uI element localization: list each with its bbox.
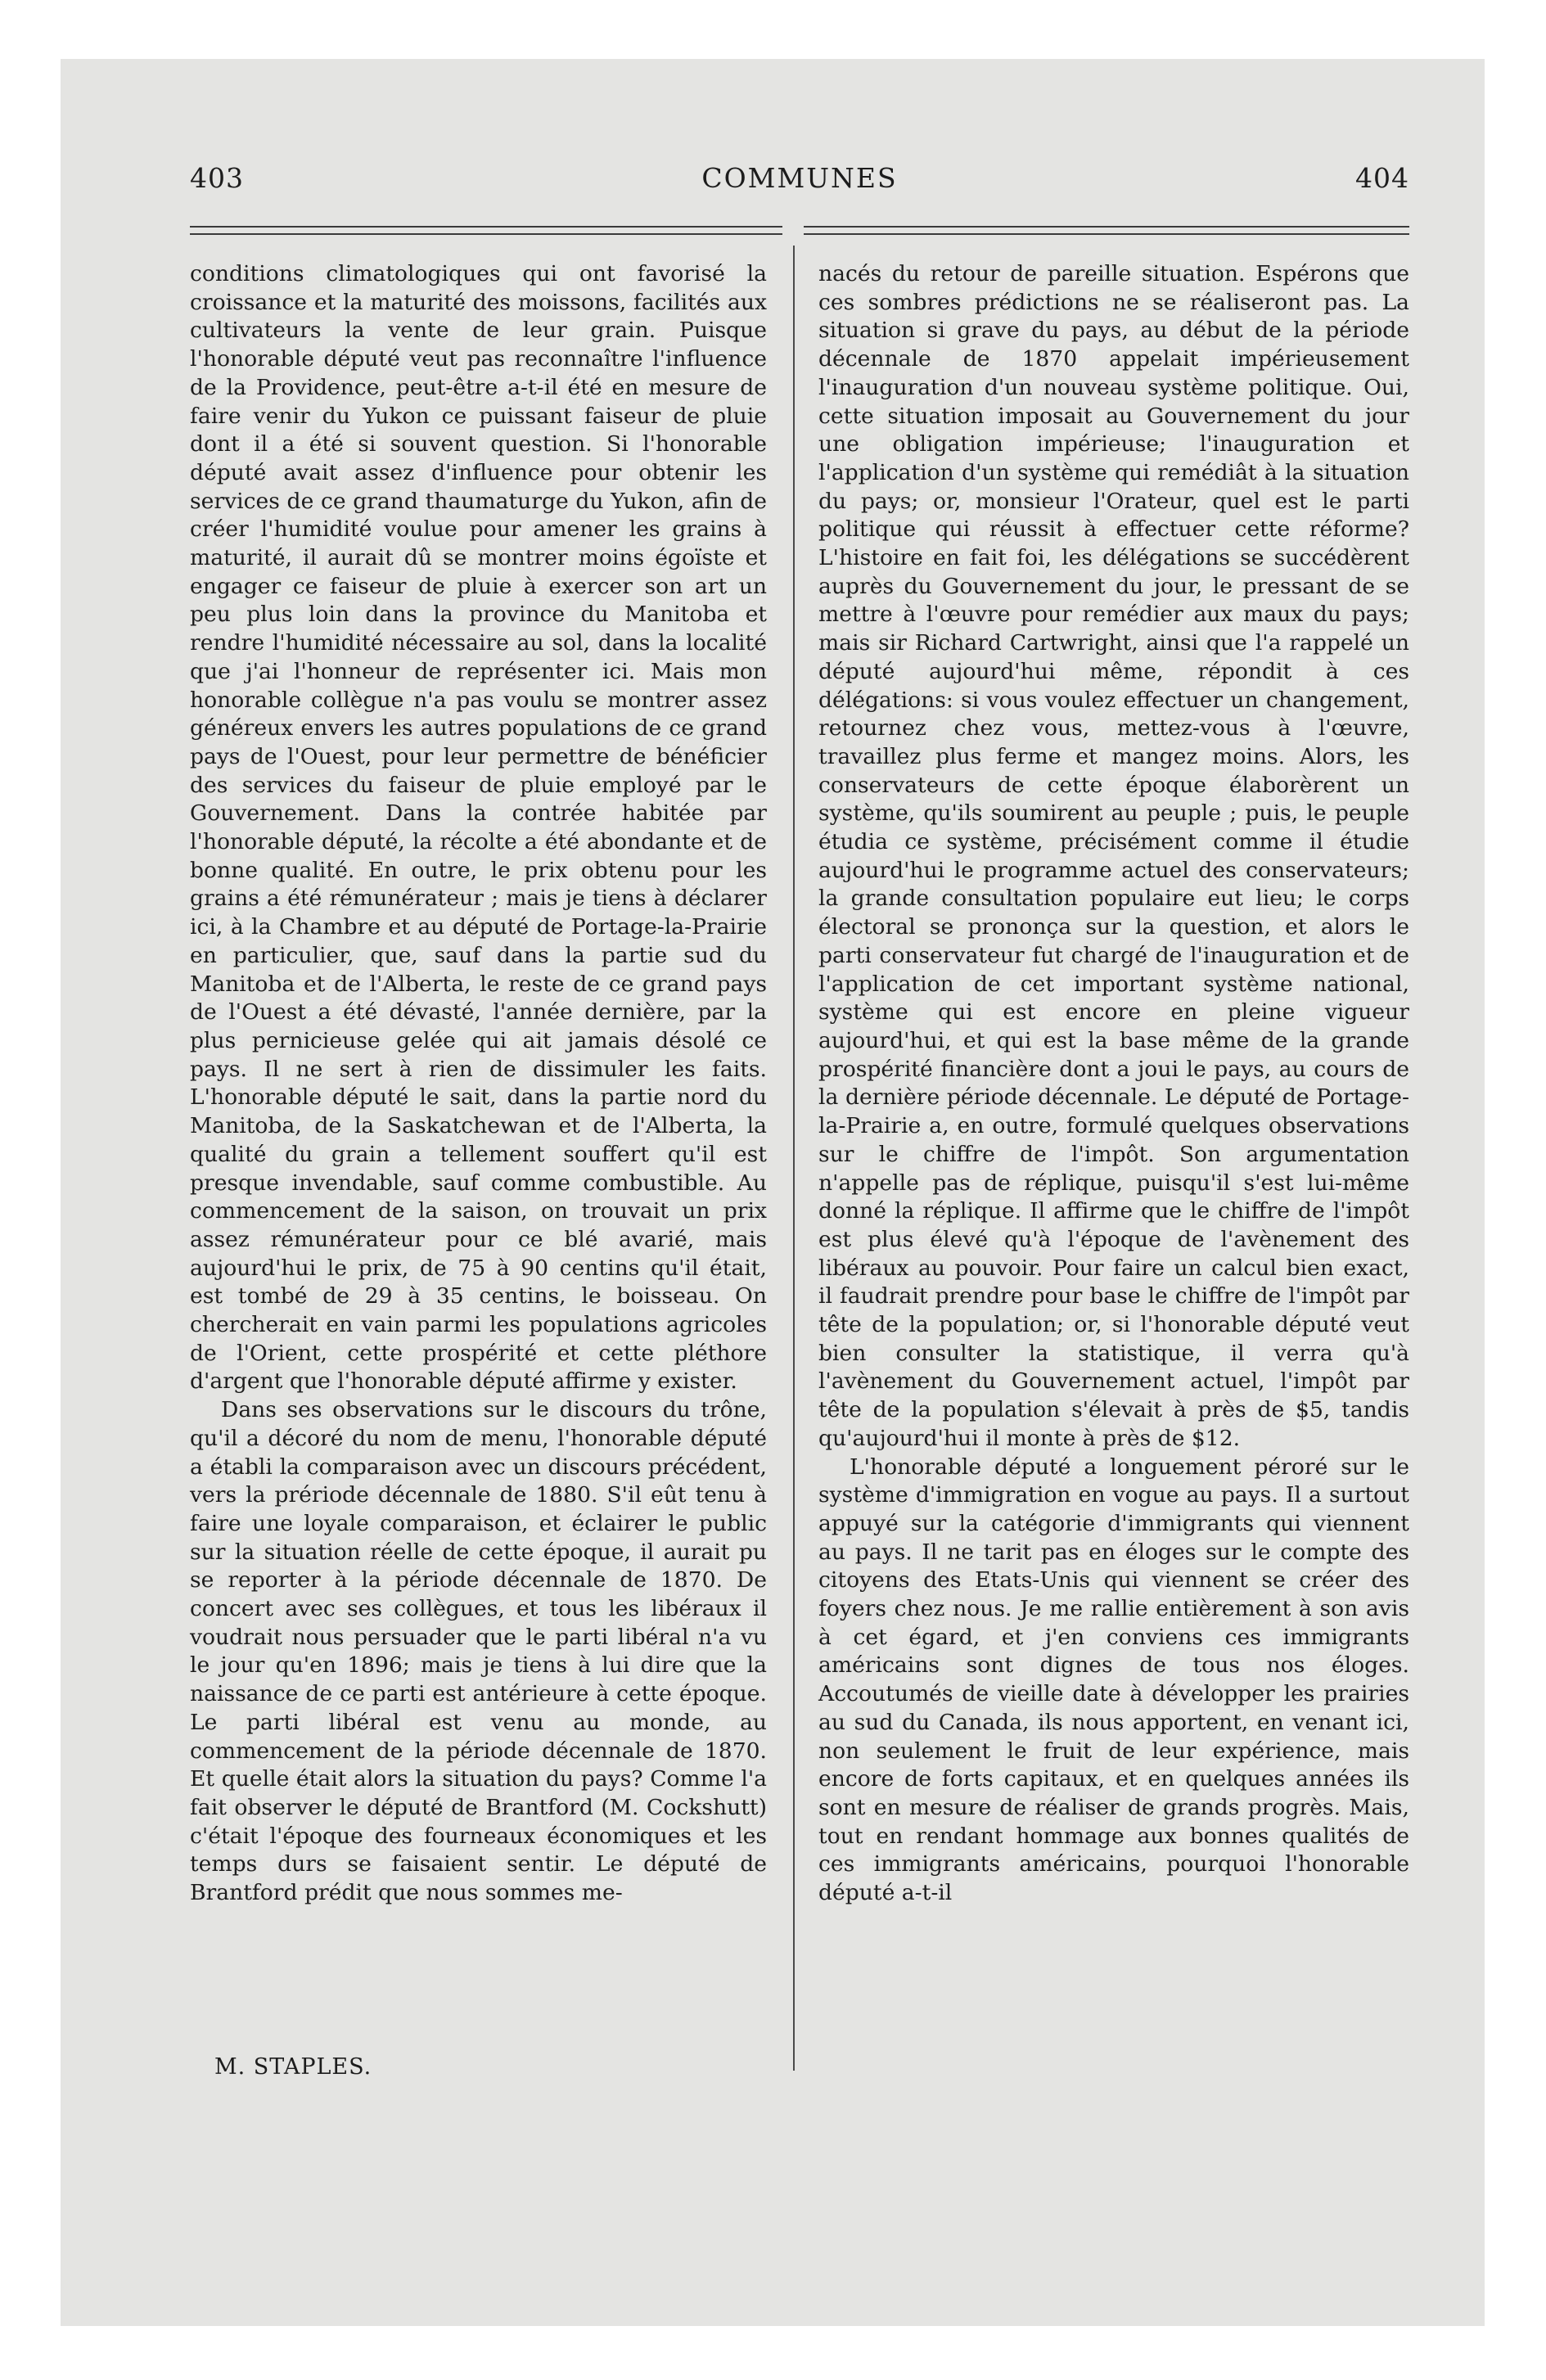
column-divider [793,246,795,2071]
page-header [190,156,1409,205]
left-column [190,260,767,1908]
right-column [818,260,1409,1908]
speaker-name: M. STAPLES. [214,2054,372,2080]
paragraph: conditions climatologiques qui ont favorisé la croissance et la maturité des moissons, facilités aux cultivateurs la vente de leur grain. Puisque l'honorable député veut pas reconnaître l'influence de la Providence, peut-être a-t-il été en mesure de faire venir du Yukon ce puissant faiseur de pluie dont il a été si souvent question. Si l'honorable député avait assez d'influence pour obtenir les services de ce grand thaumaturge du Yukon, afin de créer l'humidité voulue pour amener les grains à maturité, il aurait dû se montrer moins égoïste et engager ce faiseur de pluie à exercer son art un peu plus loin dans la province du Manitoba et rendre l'humidité nécessaire au sol, dans la localité que j'ai l'honneur de représenter ici. Mais mon honorable collègue n'a pas voulu se montrer assez généreux envers les autres populations de ce grand pays de l'Ouest, pour leur permettre de bénéficier des services du faiseur de pluie employé par le Gouvernement. Dans la contrée habitée par l'honorable député, la récolte a été abondante et de bonne qualité. En outre, le prix obtenu pour les grains a été rémunérateur ; mais je tiens à déclarer ici, à la Chambre et au député de Portage-la-Prairie en particulier, que, sauf dans la partie sud du Manitoba et de l'Alberta, le reste de ce grand pays de l'Ouest a été dévasté, l'année dernière, par la plus pernicieuse gelée qui ait jamais désolé ce pays. Il ne sert à rien de dissimuler les faits. L'honorable député le sait, dans la partie nord du Manitoba, de la Saskatchewan et de l'Alberta, la qualité du grain a tellement souffert qu'il est presque invendable, sauf comme combustible. Au commencement de la saison, on trouvait un prix assez rémunérateur pour ce blé avarié, mais aujourd'hui le prix, de 75 à 90 centins qu'il était, est tombé de 29 à 35 centins, le boisseau. On chercherait en vain parmi les populations agricoles de l'Orient, cette prospérité et cette pléthore d'argent que l'honorable député affirme y exister. [190,261,767,1395]
paragraph: L'honorable député a longuement péroré sur le système d'immigration en vogue au pays. Il a surtout appuyé sur la catégorie d'immigrants qui viennent au pays. Il ne tarit pas en éloges sur le compte des citoyens des Etats-Unis qui viennent se créer des foyers chez nous. Je me rallie entièrement à son avis à cet égard, et j'en conviens ces immigrants américains sont dignes de tous nos éloges. Accoutumés de vieille date à développer les prairies au sud du Canada, ils nous apportent, en venant ici, non seulement le fruit de leur expérience, mais encore de forts capitaux, et en quelques années ils sont en mesure de réaliser de grands progrès. Mais, tout en rendant hommage aux bonnes qualités de ces immigrants américains, pourquoi l'honorable député a-t-il [818,1454,1409,1906]
document-page [190,156,1409,2169]
page-number-left: 403 [190,162,244,194]
paragraph: nacés du retour de pareille situation. Espérons que ces sombres prédictions ne se réaliseront pas. La situation si grave du pays, au début de la période décennale de 1870 appelait impérieusement l'inauguration d'un nouveau système politique. Oui, cette situation imposait au Gouvernement du jour une obligation impérieuse; l'inauguration et l'application d'un système qui remédiât à la situation du pays; or, monsieur l'Orateur, quel est le parti politique qui réussit à effectuer cette réforme? L'histoire en fait foi, les délégations se succédèrent auprès du Gouvernement du jour, le pressant de se mettre à l'œuvre pour remédier aux maux du pays; mais sir Richard Cartwright, ainsi que l'a rappelé un député aujourd'hui même, répondit à ces délégations: si vous voulez effectuer un changement, retournez chez vous, mettez-vous à l'œuvre, travaillez plus ferme et mangez moins. Alors, les conservateurs de cette époque élaborèrent un système, qu'ils soumirent au peuple ; puis, le peuple étudia ce système, précisément comme il étudie aujourd'hui le programme actuel des conservateurs; la grande consultation populaire eut lieu; le corps électoral se prononça sur la question, et alors le parti conservateur fut chargé de l'inauguration et de l'application de cet important système national, système qui est encore en pleine vigueur aujourd'hui, et qui est la base même de la grande prospérité financière dont a joui le pays, au cours de la dernière période décennale. Le député de Portage-la-Prairie a, en outre, formulé quelques observations sur le chiffre de l'impôt. Son argumentation n'appelle pas de réplique, puisqu'il s'est lui-même donné la réplique. Il affirme que le chiffre de l'impôt est plus élevé qu'à l'époque de l'avènement des libéraux au pouvoir. Pour faire un calcul bien exact, il faudrait prendre pour base le chiffre de l'impôt par tête de la population; or, si l'honorable député veut bien consulter la statistique, il verra qu'à l'avènement du Gouvernement actuel, l'impôt par tête de la population s'élevait à près de $5, tandis qu'aujourd'hui il monte à près de $12. [818,261,1409,1451]
page-number-right: 404 [1355,162,1409,194]
header-rule-left [190,226,782,235]
page-title: COMMUNES [701,162,898,194]
header-rule-right [804,226,1409,235]
paragraph: Dans ses observations sur le discours du trône, qu'il a décoré du nom de menu, l'honorable député a établi la comparaison avec un discours précédent, vers la prériode décennale de 1880. S'il eût tenu à faire une loyale comparaison, et éclairer le public sur la situation réelle de cette époque, il aurait pu se reporter à la période décennale de 1870. De concert avec ses collègues, et tous les libéraux il voudrait nous persuader que le parti libéral n'a vu le jour qu'en 1896; mais je tiens à lui dire que la naissance de ce parti est antérieure à cette époque. Le parti libéral est venu au monde, au commencement de la période décennale de 1870. Et quelle était alors la situation du pays? Comme l'a fait observer le député de Brantford (M. Cockshutt) c'était l'époque des fourneaux économiques et les temps durs se faisaient sentir. Le député de Brantford prédit que nous sommes me- [190,1397,767,1906]
